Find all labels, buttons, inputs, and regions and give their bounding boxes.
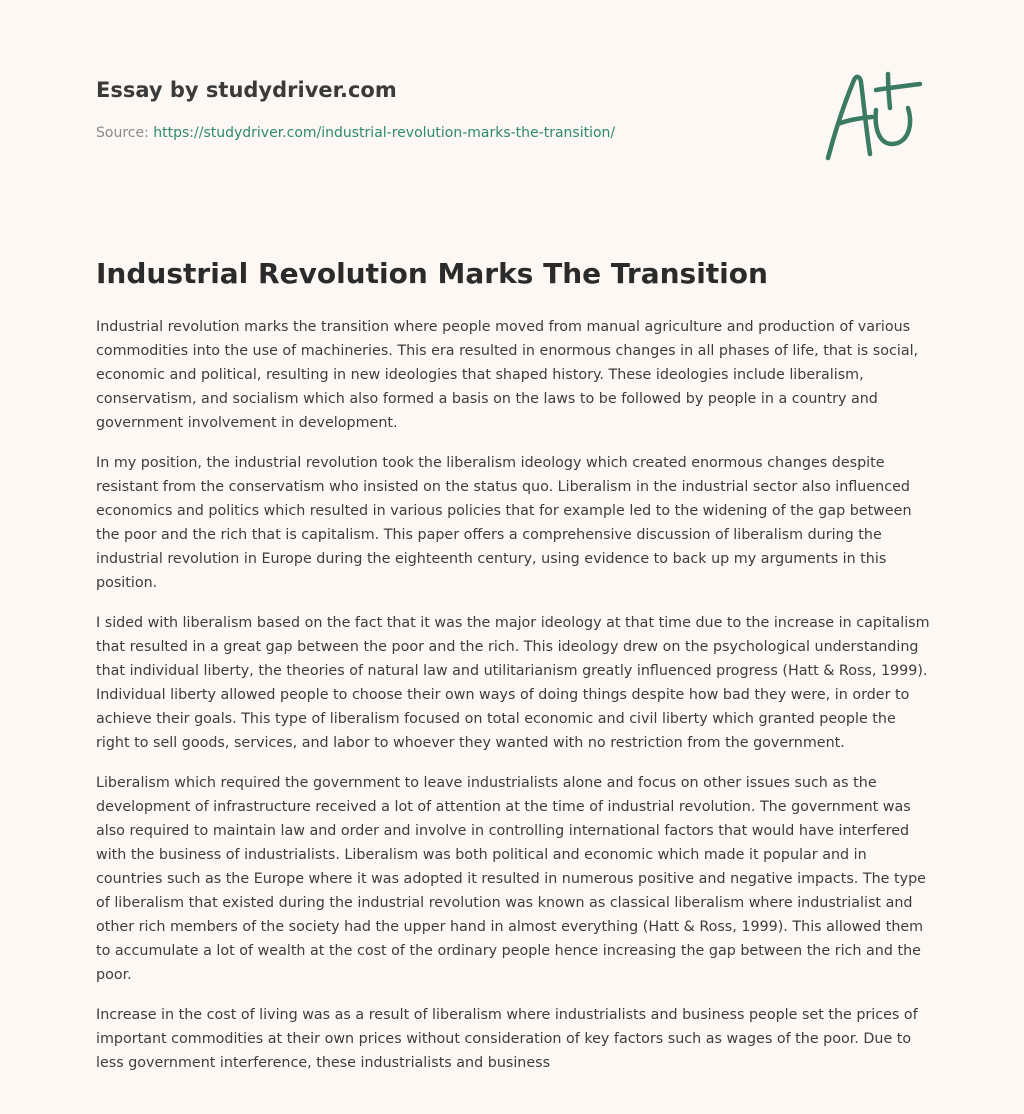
essay-paragraph: In my position, the industrial revolution took the liberalism ideology which created enormous changes despite resistant from the conservatism who insisted on the status quo. Liberalism in the industrial sector also influenced economics and politics which resulted in various policies that for example led to the widening of the gap between the poor and the rich that is capitalism. This paper offers a comprehensive discussion of liberalism during the industrial revolution in Europe during the eighteenth century, using evidence to back up my arguments in this position. <box>96 455 912 591</box>
source-link[interactable]: https://studydriver.com/industrial-revolution-marks-the-transition/ <box>153 125 616 141</box>
essay-body <box>96 315 932 1091</box>
site-title: Essay by studydriver.com <box>96 78 397 102</box>
essay-title: Industrial Revolution Marks The Transition <box>96 257 768 290</box>
essay-paragraph: Increase in the cost of living was as a result of liberalism where industrialists and business people set the prices of important commodities at their own prices without consideration of key factors such as wages of the poor. Due to less government interference, these industrialists and business <box>96 1007 918 1071</box>
source-line <box>96 123 796 143</box>
source-label: Source: <box>96 125 154 141</box>
essay-paragraph: Liberalism which required the government to leave industrialists alone and focus on other issues such as the development of infrastructure received a lot of attention at the time of industrial revolution. The government was also required to maintain law and order and involve in controlling international factors that would have interfered with the business of industrialists. Liberalism was both political and economic which made it popular and in countries such as the Europe where it was adopted it resulted in numerous positive and negative impacts. The type of liberalism that existed during the industrial revolution was known as classical liberalism where industrialist and other rich members of the society had the upper hand in almost everything (Hatt & Ross, 1999). This allowed them to accumulate a lot of wealth at the cost of the ordinary people hence increasing the gap between the rich and the poor. <box>96 775 926 983</box>
essay-paragraph: Industrial revolution marks the transition where people moved from manual agriculture and production of various commodities into the use of machineries. This era resulted in enormous changes in all phases of life, that is social, economic and political, resulting in new ideologies that shaped history. These ideologies include liberalism, conservatism, and socialism which also formed a basis on the laws to be followed by people in a country and government involvement in development. <box>96 319 919 431</box>
essay-paragraph: I sided with liberalism based on the fact that it was the major ideology at that time due to the increase in capitalism that resulted in a great gap between the poor and the rich. This ideology drew on the psychological understanding that individual liberty, the theories of natural law and utilitarianism greatly influenced progress (Hatt & Ross, 1999). Individual liberty allowed people to choose their own ways of doing things despite how bad they were, in order to achieve their goals. This type of liberalism focused on total economic and civil liberty which granted people the right to sell goods, services, and labor to whoever they wanted with no restriction from the government. <box>96 615 930 751</box>
page-header <box>96 76 796 143</box>
a-plus-logo-icon <box>822 68 930 166</box>
